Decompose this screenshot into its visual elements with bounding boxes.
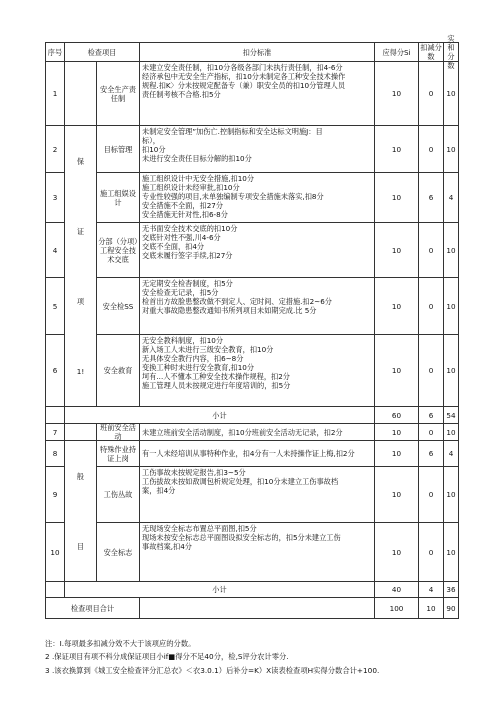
row-deduct: 0 <box>419 335 444 407</box>
row-no: 3 <box>45 173 65 223</box>
standard-line: 未制定安全管理”加伤亡.控制指标和安全达标文明施J：目 <box>142 127 323 136</box>
row-no: 7 <box>45 424 65 441</box>
standard-line: 安全措施无针对性,扣6-8分 <box>142 210 228 219</box>
row-deduct: 0 <box>419 523 444 582</box>
row-item-name: 安全检SS <box>97 278 140 335</box>
total-label: 检查项目合计 <box>45 598 140 619</box>
group-guarantee-char: 1! <box>76 366 85 376</box>
header-item: 检查项目 <box>65 42 140 62</box>
row-actual: 10 <box>444 424 459 441</box>
row-actual: 10 <box>444 467 459 523</box>
row-no: 10 <box>45 523 65 582</box>
row-due: 10 <box>375 523 419 582</box>
row-due: 10 <box>375 126 419 173</box>
group-guarantee-char: 证 <box>76 226 85 236</box>
inspection-table <box>45 34 459 619</box>
note-2: 2 .保证项目有项不科分成保证项目小if■得分不足40分，检,S评分农计零分. <box>45 652 289 662</box>
note-1: 注：I.每项最多扣减分效不大于该项应的分数。 <box>45 639 196 648</box>
standard-line: 坷有...人不懂本工种安全技术操作规程，扣2分 <box>142 372 290 381</box>
standard-line: 责任制考核不合格.扣5分 <box>142 90 221 99</box>
standard-line: 现场未按安全标志总平面图设拟安全标志的，扣5分未建立工伤 <box>142 533 341 542</box>
header-actual: 实和分数 <box>444 42 459 62</box>
standard-line: 规程.扣K〉分未按规定配备专（兼）职安全员的扣10分管理人员 <box>142 81 346 90</box>
row-due: 10 <box>375 467 419 523</box>
row-due: 10 <box>375 223 419 278</box>
standard-line: 施工管理人员未按规定进行年度培训的，扣5分 <box>142 381 291 390</box>
standard-line: 工伤事故未按规定报告,扣3~5分 <box>142 468 246 477</box>
group-general-top <box>65 424 97 441</box>
row-deduct: 0 <box>419 62 444 126</box>
row-due: 10 <box>375 424 419 441</box>
row-item-name: 安全标志 <box>97 523 140 582</box>
row-standard <box>140 335 375 407</box>
subtotal-general-deduct: 4 <box>419 582 444 598</box>
row-due: 10 <box>375 335 419 407</box>
row-actual: 4 <box>444 173 459 223</box>
header-due: 应得分Si <box>375 42 419 62</box>
row-item-name: 班前安全活动 <box>97 424 140 441</box>
subtotal-general-no <box>45 582 65 598</box>
row-no: 1 <box>45 62 65 126</box>
standard-line: 无现场安全标志布置总平面图,扣5分 <box>142 524 257 533</box>
subtotal-guarantee-no <box>45 407 65 424</box>
row-item-name: 分部（分项）工程安全技术交底 <box>97 223 140 278</box>
group-guarantee-top <box>65 62 97 126</box>
group-guarantee-char: 项 <box>76 296 85 306</box>
subtotal-general-due: 40 <box>375 582 419 598</box>
standard-line: 施工组织设计中无安全措施,扣10分 <box>142 174 255 183</box>
row-standard <box>140 223 375 278</box>
standard-line: 新入场工人未进行三级安全教育，扣10分 <box>142 345 274 354</box>
row-no: 9 <box>45 467 65 523</box>
standard-line: 交底不全面，扣4分 <box>142 242 205 251</box>
group-guarantee-char: 保 <box>76 156 85 166</box>
group-general-char: 般 <box>76 471 85 481</box>
subtotal-general-label: 小计 <box>65 582 375 598</box>
standard-line: 无具体安全教行内容，扣6~8分 <box>142 354 244 363</box>
standard-line: 施工组织设计未经审批,扣10分 <box>142 183 240 192</box>
total-deduct: 10 <box>419 598 444 619</box>
subtotal-general-actual: 36 <box>444 582 459 598</box>
subtotal-guarantee-actual: 54 <box>444 407 459 424</box>
row-no: 2 <box>45 126 65 173</box>
standard-line: 未进行安全责任目标分解的扣10分 <box>142 154 252 163</box>
row-item-name: 工伤丛故 <box>97 467 140 523</box>
group-general-char: 目 <box>76 541 85 551</box>
total-actual: 90 <box>444 598 459 619</box>
row-item-name: 施工组娱设计 <box>97 173 140 223</box>
standard-line: 无书面安全技术交底的扣10分 <box>142 224 238 233</box>
row-deduct: 0 <box>419 126 444 173</box>
row-standard <box>140 173 375 223</box>
total-due: 100 <box>375 598 419 619</box>
subtotal-guarantee-label: 小计 <box>65 407 375 424</box>
row-actual: 4 <box>444 441 459 467</box>
standard-line: 有一人未经培训从事特种作业，扣4分有一人未持操作证上梅,扣2分 <box>142 449 355 458</box>
subtotal-guarantee-due: 60 <box>375 407 419 424</box>
row-deduct: 0 <box>419 467 444 523</box>
standard-line: 变换工种时未进行安全教育,扣10分 <box>142 363 255 372</box>
row-due: 10 <box>375 173 419 223</box>
standard-line: 未建立班前安全活动制度，扣10分班前安全活动无记录，扣2分 <box>142 427 343 437</box>
row-standard <box>140 441 375 467</box>
row-deduct: 6 <box>419 173 444 223</box>
row-item-name: 安全救育 <box>97 335 140 407</box>
standard-line: 事故档案,扣4分 <box>142 542 192 551</box>
note-3: 3 .该衣换算到《城工安全检查评分汇总衣》＜衣3.0.1）后补分=K）X读表检查项H实得分数合计+100. <box>45 665 380 675</box>
row-deduct: 0 <box>419 278 444 335</box>
standard-line: 工伤拔故未按如敌调包析规定处理，扣10分未建立工伤事故档 <box>142 477 339 486</box>
standard-line: 扣10分 <box>142 145 166 154</box>
standard-line: 标）， <box>142 136 160 145</box>
standard-line: 未建立安全责任制，扣10分各级各部门未执行责任制，扣4-6分 <box>142 63 343 72</box>
row-actual: 10 <box>444 278 459 335</box>
row-item-name: 特殊作业持证上岗 <box>97 441 140 467</box>
row-standard <box>140 467 375 523</box>
row-standard <box>140 278 375 335</box>
row-actual: 10 <box>444 62 459 126</box>
row-standard <box>140 126 375 173</box>
standard-line: 检首出方故脸患整改做不到定人、定时间、定措施.扣2~6分 <box>142 297 332 306</box>
standard-line: 案，扣4分 <box>142 486 176 495</box>
subtotal-guarantee-deduct: 6 <box>419 407 444 424</box>
row-no: 4 <box>45 223 65 278</box>
row-deduct: 0 <box>419 424 444 441</box>
standard-line: 无安全教科制度，扣10分 <box>142 336 224 345</box>
row-standard <box>140 424 375 441</box>
row-no: 6 <box>45 335 65 407</box>
row-no: 5 <box>45 278 65 335</box>
standard-line: 经济承包中无安全生产指标，扣10分未制定各工种安全技术操作 <box>142 72 346 81</box>
row-deduct: 6 <box>419 441 444 467</box>
header-deduct: 扣减分数 <box>419 42 444 62</box>
row-actual: 10 <box>444 126 459 173</box>
group-guarantee <box>65 126 97 407</box>
group-general <box>65 441 97 582</box>
standard-line: 专业性较强的项目,未单独编制专项安全措施未落实,扣8分 <box>142 192 324 201</box>
row-deduct: 0 <box>419 223 444 278</box>
row-due: 10 <box>375 62 419 126</box>
row-due: 10 <box>375 441 419 467</box>
standard-line: 交底未履行签字手续,扣27分 <box>142 251 233 260</box>
header-standard: 扣分标准 <box>140 42 375 62</box>
row-item-name: 目标管理 <box>97 126 140 173</box>
total-blank <box>140 598 375 619</box>
standard-line: 安全措施不全面，扣27分 <box>142 201 224 210</box>
row-actual: 10 <box>444 223 459 278</box>
notes <box>45 640 485 680</box>
row-item-name: 安全生产责任制 <box>97 62 140 126</box>
row-actual: 10 <box>444 523 459 582</box>
row-standard <box>140 62 375 126</box>
standard-line: 无定期安全检杳制度，扣5分 <box>142 279 233 288</box>
standard-line: 对重大事故隐患整改通知书所列项目未如期完成.比 5分 <box>142 306 317 315</box>
row-no: 8 <box>45 441 65 467</box>
standard-line: 交底针对性不强,川4-6分 <box>142 233 221 242</box>
header-no: 序号 <box>45 42 65 62</box>
row-due: 10 <box>375 278 419 335</box>
row-standard <box>140 523 375 582</box>
standard-line: 安全检查无记录，扣5分 <box>142 288 219 297</box>
row-actual: 10 <box>444 335 459 407</box>
